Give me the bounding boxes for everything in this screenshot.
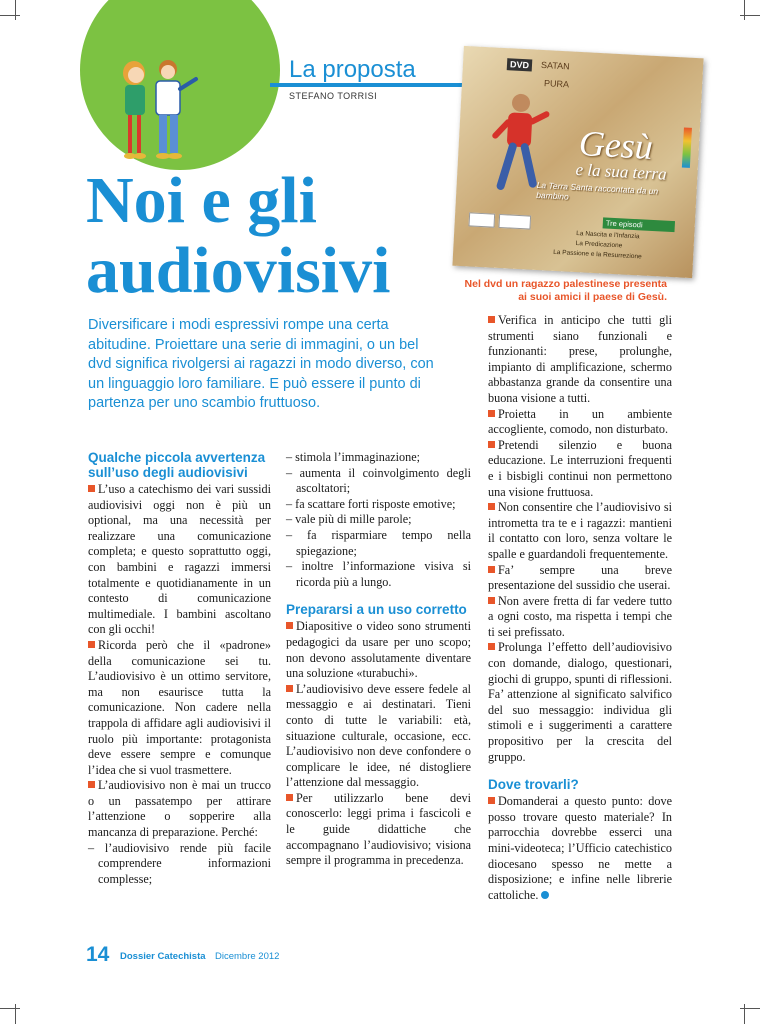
body-paragraph: Diapositive o video sono strumenti pedagogici da usare per uno scopo; non devono assolutamente diventare una soluzione «turabuchi». bbox=[286, 619, 471, 681]
crop-mark bbox=[15, 0, 16, 20]
body-paragraph: Ricorda però che il «padrone» della comunicazione sei tu. L’audiovisivo è un ottimo servitore, ma non esaurisce tutta la comunicazione. Non cadere nella trappola di affidare agli audiovisivi il ruolo più importante: protagonista deve essere sempre e comunque l’idea che si vuol trasmettere. bbox=[88, 637, 271, 777]
bullet-square-icon bbox=[88, 641, 95, 648]
title-line-1: Noi e gli bbox=[86, 164, 317, 237]
dash-item: – fa risparmiare tempo nella spiegazione; bbox=[286, 527, 471, 558]
dash-item: – vale più di mille parole; bbox=[286, 512, 412, 527]
dvd-sign-2: PURA bbox=[543, 78, 570, 90]
bullet-square-icon bbox=[488, 797, 495, 804]
column-3 bbox=[488, 313, 672, 903]
body-paragraph: Non consentire che l’audiovisivo si intrometta tra te e i ragazzi: mantieni il contatto con loro, senza voltare le spalle e guardandoli frequentemente. bbox=[488, 500, 672, 561]
column-1 bbox=[88, 450, 271, 887]
dvd-badge: DVD bbox=[507, 58, 533, 71]
bullet-square-icon bbox=[286, 794, 293, 801]
dvd-logo bbox=[498, 214, 531, 230]
body-paragraph: Prolunga l’effetto dell’audiovisivo con domande, dialogo, questionari, giochi di gruppo, spunti di riflessioni. Fa’ attenzione al significato salvifico del suo messaggio: individua gli stimoli e i suggerimenti a carattere propositivo per la crescita del gruppo. bbox=[488, 640, 672, 764]
dvd-color-strip bbox=[682, 127, 692, 167]
bullet-square-icon bbox=[488, 503, 495, 510]
body-paragraph: Verifica in anticipo che tutti gli strumenti siano funzionali e funzionanti: prese, prolunghe, impianto di amplificazione, schermo abbastanza grande da consentire una buona visione a tutti. bbox=[488, 313, 672, 405]
dvd-episode-3: La Passione e la Resurrezione bbox=[553, 248, 642, 261]
dvd-subtitle: La Terra Santa raccontata da un bambino bbox=[535, 179, 659, 202]
bullet-square-icon bbox=[88, 781, 95, 788]
dash-item: – inoltre l’informazione visiva si ricorda più a lungo. bbox=[286, 559, 471, 589]
crop-mark bbox=[744, 1004, 745, 1024]
bullet-square-icon bbox=[488, 316, 495, 323]
caption-line-2: ai suoi amici il paese di Gesù. bbox=[518, 291, 667, 303]
crop-mark bbox=[15, 1004, 16, 1024]
body-paragraph: L’uso a catechismo dei vari sussidi audiovisivi oggi non è più un optional, ma una necessità per realizzare una comunicazione completa; e questo soprattutto oggi, con bambini e ragazzi immersi totalmente e quotidianamente in un contesto di comunicazione multimediale. I bambini ascoltano con gli occhi! bbox=[88, 482, 271, 637]
body-paragraph: L’audiovisivo non è mai un trucco o un passatempo per attirare l’attenzione o sopperire alla mancanza di preparazione. Perché: bbox=[88, 778, 271, 840]
column-2 bbox=[286, 450, 471, 869]
dvd-episodes-label: Tre episodi bbox=[603, 217, 675, 232]
crop-mark bbox=[740, 15, 760, 16]
dvd-cover-image bbox=[452, 46, 703, 278]
dvd-sign-1: SATAN bbox=[540, 59, 570, 72]
caption-line-1: Nel dvd un ragazzo palestinese presenta bbox=[464, 278, 667, 290]
body-paragraph: Per utilizzarlo bene devi conoscerlo: leggi prima i fascicoli e le guide didattiche che accompagnano l’audiovisivo; visiona sempre il programma in precedenza. bbox=[286, 790, 471, 868]
dvd-title-2: e la sua terra bbox=[575, 159, 668, 184]
body-paragraph: Domanderai a questo punto: dove posso trovare questo materiale? In parrocchia dovrebbe esserci una mini-videoteca; l’Ufficio catechistico diocesano spesso ne mette a disposizione; e infine nelle librerie cattoliche. bbox=[488, 794, 672, 902]
children-illustration bbox=[112, 55, 212, 165]
title-line-2: audiovisivi bbox=[86, 234, 391, 307]
dvd-title: Gesù bbox=[577, 123, 654, 167]
body-paragraph: Proietta in un ambiente accogliente, comodo, non disturbato. bbox=[488, 406, 672, 437]
bullet-square-icon bbox=[488, 566, 495, 573]
dvd-logo bbox=[468, 212, 495, 227]
issue-date: Dicembre 2012 bbox=[215, 951, 280, 962]
dash-item: – l’audiovisivo rende più facile comprendere informazioni complesse; bbox=[88, 840, 271, 886]
crop-mark bbox=[0, 1008, 20, 1009]
section-heading: Dove trovarli? bbox=[488, 777, 579, 793]
section-heading: Prepararsi a un uso corretto bbox=[286, 602, 467, 618]
body-paragraph: Pretendi silenzio e buona educazione. Le interruzioni frequenti e i bisbigli continui non permettono una visione fruttuosa. bbox=[488, 437, 672, 499]
body-paragraph: Fa’ sempre una breve presentazione del sussidio che userai. bbox=[488, 562, 672, 593]
page-number: 14 bbox=[86, 943, 110, 966]
magazine-name: Dossier Catechista bbox=[120, 951, 206, 962]
crop-mark bbox=[744, 0, 745, 20]
crop-mark bbox=[0, 15, 20, 16]
section-heading: Qualche piccola avvertenza sull’uso degli audiovisivi bbox=[88, 450, 266, 480]
dash-item: – aumenta il coinvolgimento degli ascoltatori; bbox=[286, 465, 471, 496]
article-title bbox=[86, 166, 390, 306]
article-author: STEFANO TORRISI bbox=[289, 91, 378, 101]
crop-mark bbox=[740, 1008, 760, 1009]
section-kicker: La proposta bbox=[289, 56, 416, 83]
bullet-square-icon bbox=[88, 485, 95, 492]
dash-item: – fa scattare forti risposte emotive; bbox=[286, 496, 456, 511]
intro-paragraph: Diversificare i modi espressivi rompe una certa abitudine. Proiettare una serie di immagini, o un bel dvd significa rivolgersi ai ragazzi in modo diverso, con un linguaggio loro familiare. E può essere il punto di partenza per uno scambio fruttuoso. bbox=[88, 317, 434, 411]
body-paragraph: Non avere fretta di far vedere tutto a ogni costo, ma rispetta i tempi che ti sei prefissato. bbox=[488, 593, 672, 639]
body-paragraph: L’audiovisivo deve essere fedele al messaggio e ai destinatari. Tieni conto di tutte le variabili: età, situazione culturale, occasione, ecc. L’audiovisivo non deve confondere o complicare le idee, né distogliere l’attenzione dal messaggio. bbox=[286, 681, 471, 790]
bullet-square-icon bbox=[488, 597, 495, 604]
bullet-square-icon bbox=[488, 441, 495, 448]
dvd-episode-1: La Nascita e l'Infanzia bbox=[576, 230, 640, 241]
image-caption bbox=[445, 278, 667, 304]
dash-item: – stimola l’immaginazione; bbox=[286, 450, 421, 464]
bullet-square-icon bbox=[488, 410, 495, 417]
bullet-square-icon bbox=[286, 622, 293, 629]
dvd-episode-2: La Predicazione bbox=[575, 239, 623, 250]
bullet-square-icon bbox=[286, 685, 293, 692]
end-of-article-icon bbox=[541, 891, 549, 899]
bullet-square-icon bbox=[488, 643, 495, 650]
